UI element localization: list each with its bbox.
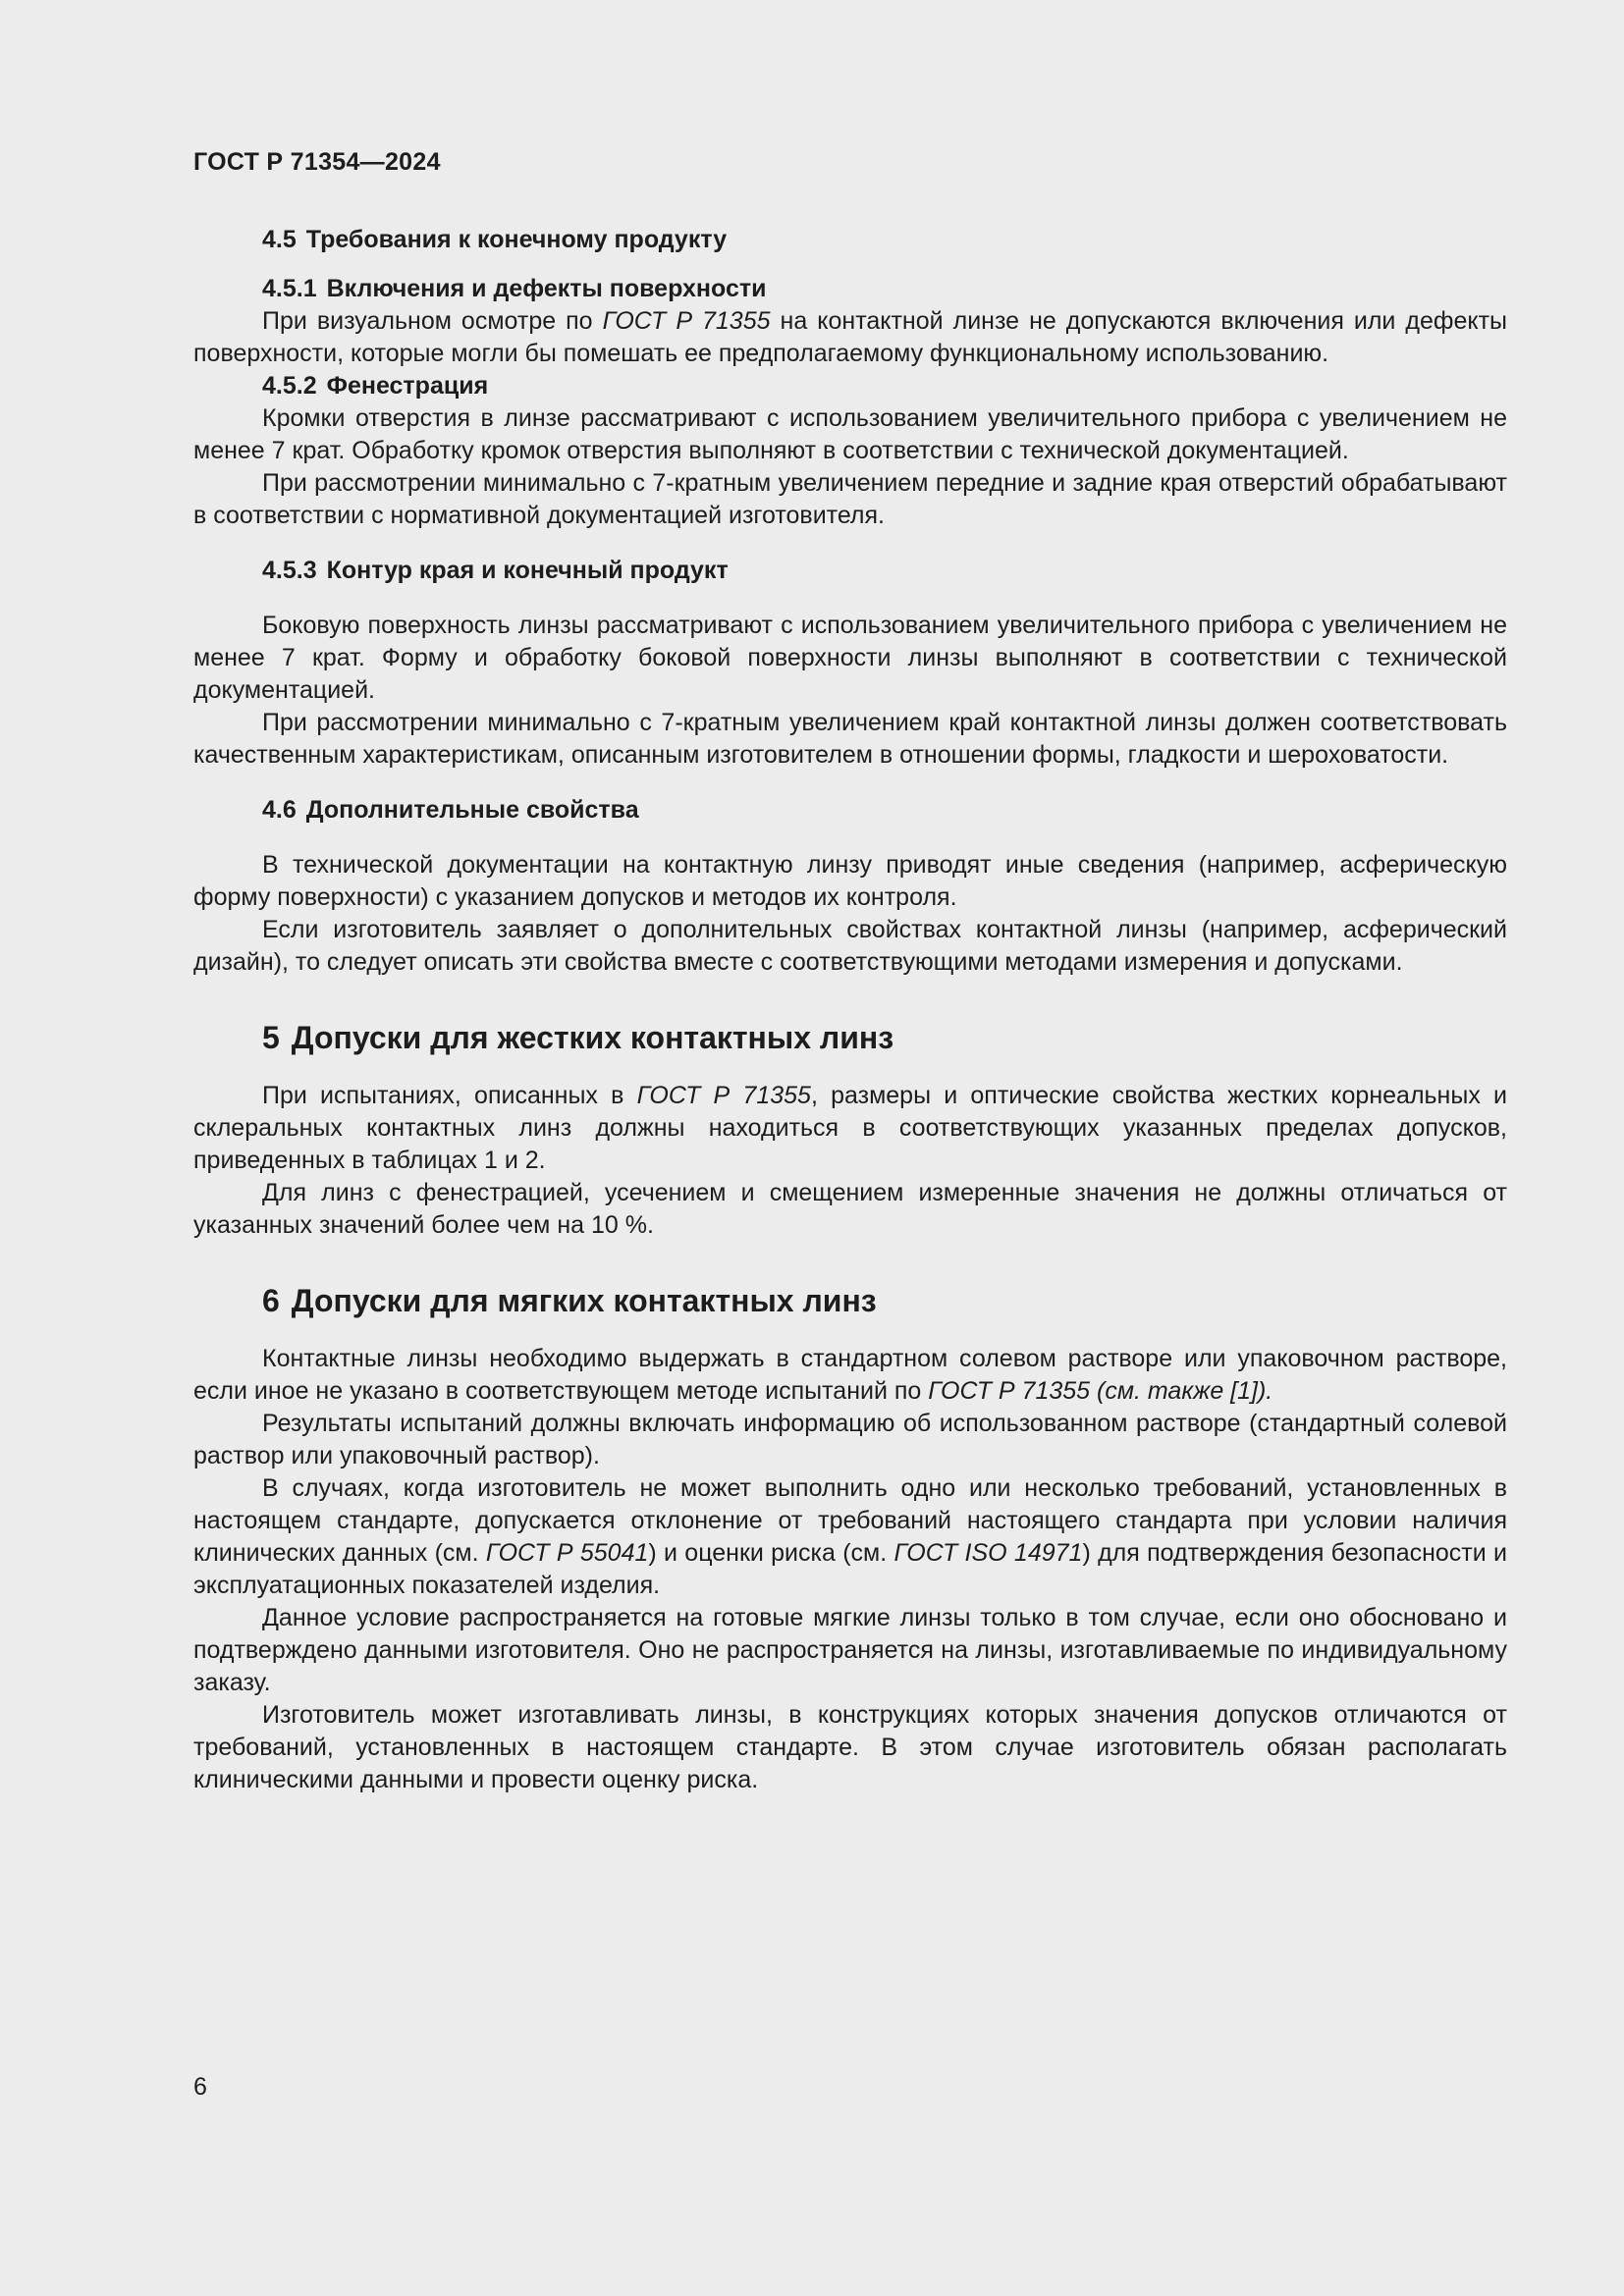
paragraph: Если изготовитель заявляет о дополнительных свойствах контактной линзы (например, асферический дизайн), то следует описать эти свойства вместе с соответствующими методами измерения и допусками. [193,916,1507,976]
section-title: Включения и дефекты поверхности [326,275,767,302]
standard-reference: ГОСТ Р 55041 [485,1539,649,1567]
section-title: Требования к конечному продукту [305,226,728,253]
section-number: 4.6 [262,796,297,824]
section-4-5-heading [193,224,1507,256]
standard-reference: ГОСТ Р 71355 [636,1082,811,1109]
section-number: 4.5.1 [262,275,317,302]
section-6-heading [193,1281,1507,1320]
section-number: 4.5.2 [262,372,317,400]
document-header: ГОСТ Р 71354—2024 [193,148,441,176]
section-4-5-2-heading [193,370,1507,402]
paragraph: В случаях, когда изготовитель не может выполнить одно или несколько требований, установленных в настоящем стандарте, допускается отклонение от требований настоящего стандарта при условии наличия клинических данных (см. ГОСТ Р 55041) и оценки риска (см. ГОСТ ISO 14971) для подтверждения безопасности и эксплуатационных показателей изделия. [193,1474,1507,1599]
paragraph: При рассмотрении минимально с 7-кратным увеличением край контактной линзы должен соответствовать качественным характеристикам, описанным изготовителем в отношении формы, гладкости и шероховатости. [193,709,1507,769]
standard-reference: ГОСТ Р 71355 (см. также [1]). [928,1377,1273,1405]
paragraph: При рассмотрении минимально с 7-кратным увеличением передние и задние края отверстий обрабатывают в соответствии с нормативной документацией изготовителя. [193,469,1507,529]
paragraph: Для линз с фенестрацией, усечением и смещением измеренные значения не должны отличаться от указанных значений более чем на 10 %. [193,1179,1507,1239]
section-title: Дополнительные свойства [305,796,639,824]
paragraph: Данное условие распространяется на готовые мягкие линзы только в том случае, если оно обосновано и подтверждено данными изготовителя. Оно не распространяется на линзы, изготавливаемые по индивидуальному заказу. [193,1604,1507,1696]
standard-reference: ГОСТ ISO 14971 [893,1539,1083,1567]
section-5-heading [193,1018,1507,1057]
paragraph: Результаты испытаний должны включать информацию об использованном растворе (стандартный солевой раствор или упаковочный раствор). [193,1410,1507,1469]
paragraph: При испытаниях, описанных в ГОСТ Р 71355, размеры и оптические свойства жестких корнеальных и склеральных контактных линз должны находиться в соответствующих указанных пределах допусков, приведенных в таблицах 1 и 2. [193,1082,1508,1174]
paragraph: Изготовитель может изготавливать линзы, в конструкциях которых значения допусков отличаются от требований, установленных в настоящем стандарте. В этом случае изготовитель обязан располагать клиническими данными и провести оценку риска. [193,1701,1507,1793]
page-number: 6 [193,2073,207,2101]
section-4-6-heading [193,794,1507,827]
section-4-5-3-heading [193,555,1507,587]
section-title: Допуски для жестких контактных линз [291,1020,894,1055]
standard-reference: ГОСТ Р 71355 [602,307,771,335]
section-title: Допуски для мягких контактных линз [291,1283,877,1318]
section-number: 6 [262,1283,280,1318]
section-number: 5 [262,1020,280,1055]
section-number: 4.5.3 [262,557,317,584]
paragraph: Боковую поверхность линзы рассматривают с использованием увеличительного прибора с увеличением не менее 7 крат. Форму и обработку боковой поверхности линзы выполняют в соответствии с технической документацией. [193,612,1507,704]
paragraph: Контактные линзы необходимо выдержать в стандартном солевом растворе или упаковочном растворе, если иное не указано в соответствующем методе испытаний по ГОСТ Р 71355 (см. также [1]). [193,1345,1507,1405]
section-title: Контур края и конечный продукт [326,557,729,584]
section-number: 4.5 [262,226,297,253]
section-4-5-1-heading [193,273,1507,305]
section-title: Фенестрация [326,372,489,400]
paragraph: В технической документации на контактную линзу приводят иные сведения (например, асферическую форму поверхности) с указанием допусков и методов их контроля. [193,851,1507,911]
paragraph: При визуальном осмотре по ГОСТ Р 71355 на контактной линзе не допускаются включения или дефекты поверхности, которые могли бы помешать ее предполагаемому функциональному использованию. [193,307,1508,367]
document-body [193,224,1507,1796]
paragraph: Кромки отверстия в линзе рассматривают с использованием увеличительного прибора с увеличением не менее 7 крат. Обработку кромок отверстия выполняют в соответствии с технической документацией. [193,404,1507,464]
